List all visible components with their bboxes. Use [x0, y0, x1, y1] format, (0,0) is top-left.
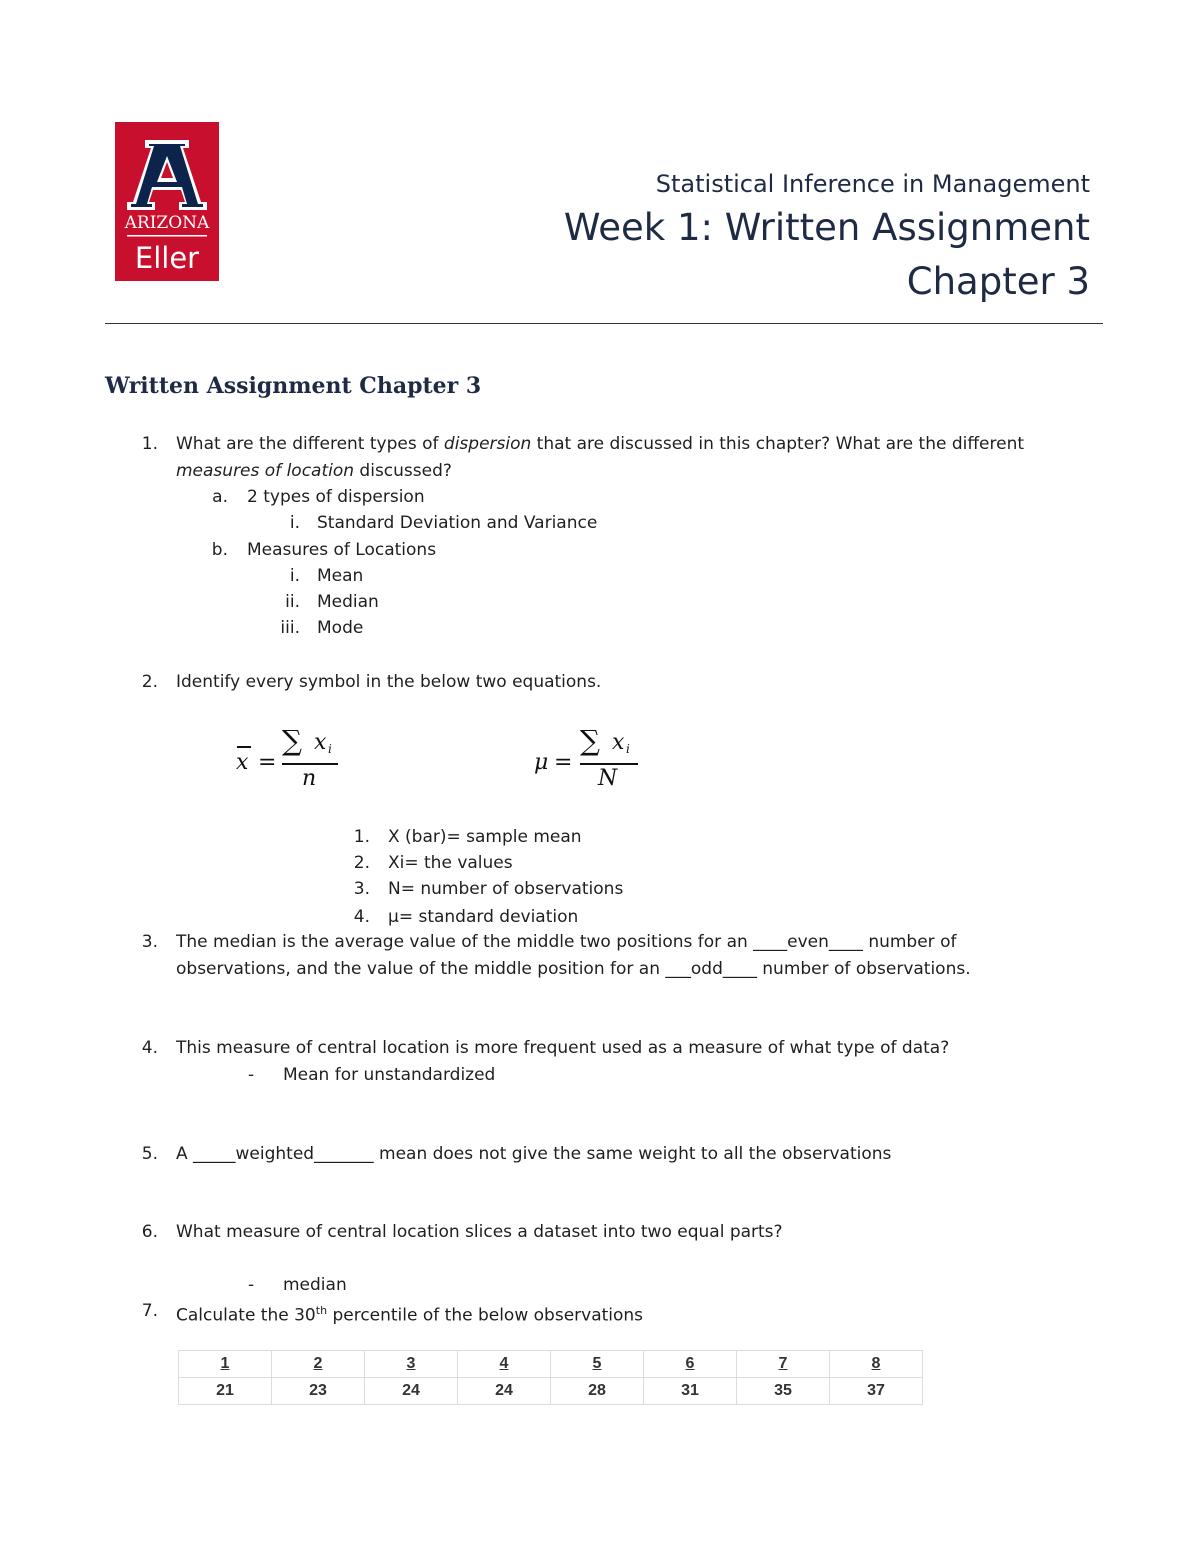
eq2-fraction-bar	[580, 763, 638, 765]
table-cell: 31	[644, 1378, 737, 1405]
q1-b-iii-text: Mode	[317, 618, 364, 638]
q1-line1	[176, 434, 1024, 454]
population-mean-equation	[532, 724, 652, 794]
eq2-lhs: μ	[534, 750, 549, 775]
q2-item-4-text: μ= standard deviation	[388, 907, 579, 927]
q1-b-i-text: Mean	[317, 566, 364, 586]
logo-arizona-text: ARIZONA	[124, 213, 210, 233]
arizona-a-icon	[115, 122, 219, 281]
q4-dash: -	[248, 1065, 255, 1085]
q2-item-1-text: X (bar)= sample mean	[388, 827, 582, 847]
q7-superscript: th	[315, 1304, 328, 1317]
q2-item-2-num: 2.	[353, 853, 370, 873]
table-cell: 5	[551, 1351, 644, 1378]
q3-number: 3.	[141, 932, 158, 952]
q5-number: 5.	[141, 1144, 158, 1164]
q2-item-2-text: Xi= the values	[388, 853, 513, 873]
q1-text-b: that are discussed in this chapter? What are the different	[531, 434, 1025, 454]
q4-text: This measure of central location is more frequent used as a measure of what type of data?	[176, 1038, 950, 1058]
q1-emphasis-location: measures of location	[176, 461, 355, 481]
q2-text: Identify every symbol in the below two equations.	[176, 672, 602, 692]
q1-b-ii-text: Median	[317, 592, 379, 612]
q3-line2: observations, and the value of the middle position for an ___odd____ number of observations.	[176, 959, 971, 979]
q7-text-a: Calculate the 30	[176, 1305, 316, 1326]
eq1-equals: =	[258, 750, 277, 775]
table-cell: 21	[179, 1378, 272, 1405]
eq1-lhs: x	[236, 750, 249, 775]
table-cell: 28	[551, 1378, 644, 1405]
table-cell: 2	[272, 1351, 365, 1378]
q1-a-i-text: Standard Deviation and Variance	[317, 513, 598, 533]
eq1-denominator: n	[302, 766, 317, 791]
q1-a-label: a.	[212, 487, 228, 507]
eq2-equals: =	[554, 750, 573, 775]
table-cell: 4	[458, 1351, 551, 1378]
q1-a-text: 2 types of dispersion	[247, 487, 425, 507]
xbar-overline	[237, 746, 251, 748]
table-cell: 3	[365, 1351, 458, 1378]
q2-item-4-num: 4.	[353, 907, 370, 927]
q1-number: 1.	[141, 434, 158, 454]
course-subtitle: Statistical Inference in Management	[655, 170, 1090, 198]
q4-number: 4.	[141, 1038, 158, 1058]
q6-answer: median	[283, 1275, 347, 1295]
q1-b-label: b.	[211, 540, 228, 560]
q2-item-3-num: 3.	[353, 879, 370, 899]
observations-table	[178, 1350, 923, 1405]
chapter-title: Chapter 3	[906, 260, 1090, 303]
table-row-positions	[179, 1351, 923, 1378]
table-cell: 37	[830, 1378, 923, 1405]
q1-b-text: Measures of Locations	[247, 540, 437, 560]
table-row-values	[179, 1378, 923, 1405]
eq1-sigma: ∑	[282, 724, 302, 757]
university-logo	[115, 122, 219, 281]
table-cell: 6	[644, 1351, 737, 1378]
q2-item-3-text: N= number of observations	[388, 879, 624, 899]
q7-text-b: percentile of the below observations	[327, 1305, 644, 1326]
eq1-fraction-bar	[282, 763, 338, 765]
eq2-sigma: ∑	[580, 724, 600, 757]
q1-b-i-label: i.	[289, 566, 300, 586]
table-cell: 8	[830, 1351, 923, 1378]
table-cell: 35	[737, 1378, 830, 1405]
q1-b-ii-label: ii.	[285, 592, 300, 612]
eq2-sub: i	[626, 742, 630, 756]
q7-number: 7.	[141, 1301, 158, 1321]
q1-text-c: discussed?	[354, 461, 452, 481]
q2-item-1-num: 1.	[353, 827, 370, 847]
table-cell: 23	[272, 1378, 365, 1405]
q5-text: A _____weighted_______ mean does not give the same weight to all the observations	[176, 1144, 892, 1164]
table-cell: 24	[458, 1378, 551, 1405]
q2-number: 2.	[141, 672, 158, 692]
q3-line1: The median is the average value of the middle two positions for an ____even____ number of	[176, 932, 957, 952]
table-cell: 7	[737, 1351, 830, 1378]
section-heading: Written Assignment Chapter 3	[105, 373, 482, 399]
q1-a-i-label: i.	[289, 513, 300, 533]
q1-text-a: What are the different types of	[176, 434, 444, 454]
eq1-var: x	[314, 730, 327, 755]
eq2-denominator: N	[598, 766, 618, 791]
sample-mean-equation	[232, 724, 352, 794]
q6-number: 6.	[141, 1222, 158, 1242]
header-divider	[105, 323, 1103, 324]
q1-b-iii-label: iii.	[280, 618, 300, 638]
q1-emphasis-dispersion: dispersion	[443, 434, 532, 454]
table-cell: 24	[365, 1378, 458, 1405]
eq1-sub: i	[328, 742, 332, 756]
eq2-var: x	[612, 730, 625, 755]
logo-eller-text: Eller	[134, 241, 200, 275]
q6-text: What measure of central location slices a dataset into two equal parts?	[176, 1222, 783, 1242]
page-title: Week 1: Written Assignment	[563, 206, 1090, 249]
q4-answer: Mean for unstandardized	[283, 1065, 496, 1085]
q6-dash: -	[248, 1275, 255, 1295]
q7-text	[176, 1301, 643, 1326]
q1-line2	[176, 461, 452, 481]
table-cell: 1	[179, 1351, 272, 1378]
